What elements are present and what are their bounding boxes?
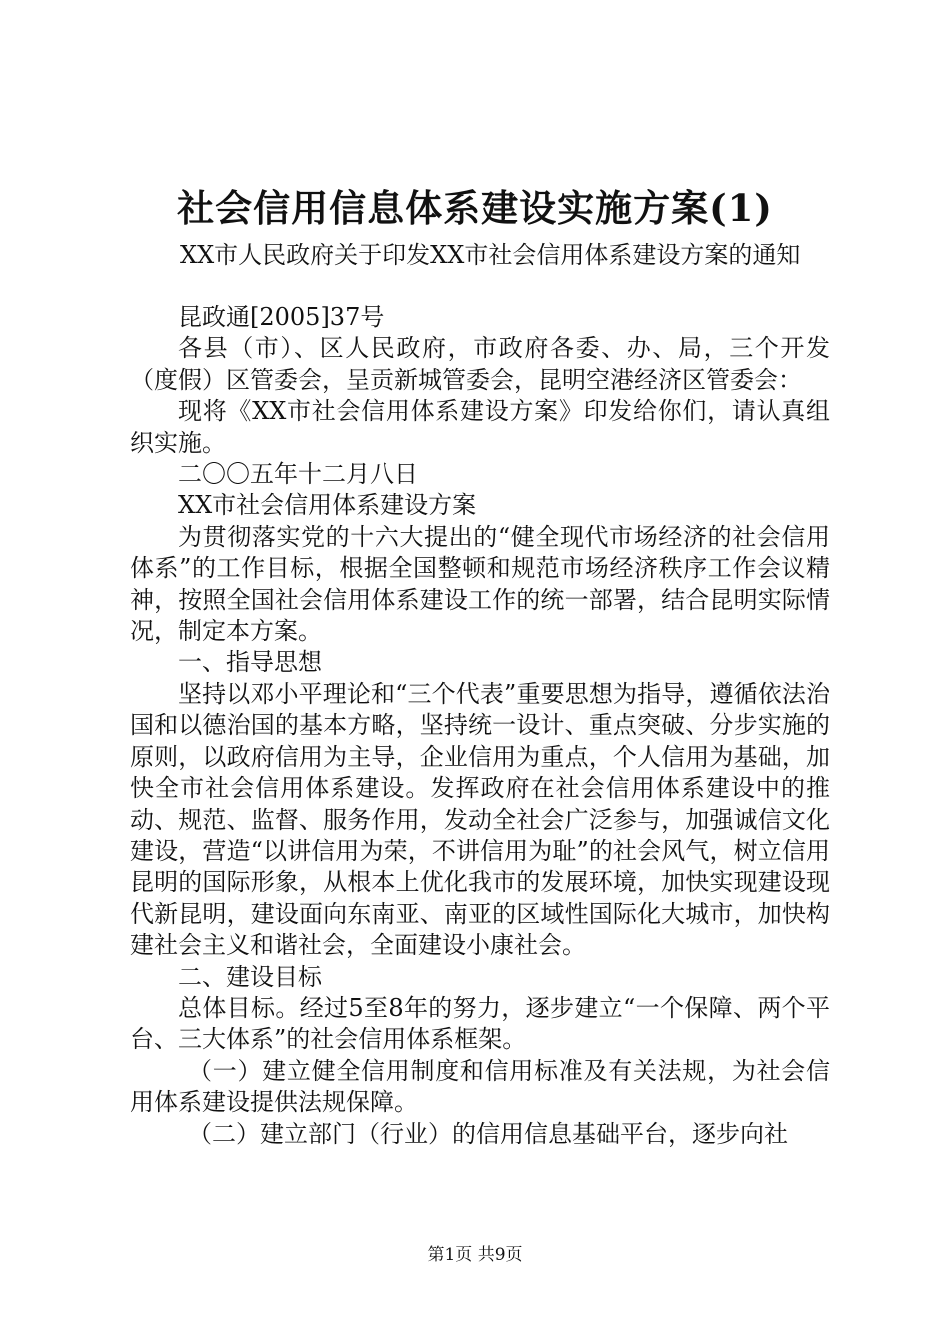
goal-item-2: （二）建立部门（行业）的信用信息基础平台，逐步向社 xyxy=(188,1119,788,1148)
goal-paragraph: 总体目标。经过5至8年的努力，逐步建立“一个保障、两个平台、三大体系”的社会信用体系框架。 xyxy=(130,993,830,1054)
section-heading-2: 二、建设目标 xyxy=(178,962,322,991)
page-footer: 第1页 共9页 xyxy=(427,1245,523,1265)
notice-paragraph: 现将《XX市社会信用体系建设方案》印发给你们，请认真组织实施。 xyxy=(130,397,830,457)
document-subtitle: XX市人民政府关于印发XX市社会信用体系建设方案的通知 xyxy=(180,241,801,269)
section-heading-1: 一、指导思想 xyxy=(178,648,322,677)
plan-title: XX市社会信用体系建设方案 xyxy=(178,491,477,520)
date-line: 二〇〇五年十二月八日 xyxy=(178,460,418,489)
document-title: 社会信用信息体系建设实施方案(1) xyxy=(177,186,773,230)
goal-item-1: （一）建立健全信用制度和信用标准及有关法规，为社会信用体系建设提供法规保障。 xyxy=(130,1056,830,1117)
addressee-paragraph: 各县（市）、区人民政府，市政府各委、办、局，三个开发（度假）区管委会，呈贡新城管委会，昆明空港经济区管委会： xyxy=(130,334,830,394)
guiding-paragraph: 坚持以邓小平理论和“三个代表”重要思想为指导，遵循依法治国和以德治国的基本方略，坚持统一设计、重点突破、分步实施的原则，以政府信用为主导，企业信用为重点，个人信用为基础，加快全市社会信用体系建设。发挥政府在社会信用体系建设中的推动、规范、监督、服务作用，发动全社会广泛参与，加强诚信文化建设，营造“以讲信用为荣，不讲信用为耻”的社会风气，树立信用昆明的国际形象，从根本上优化我市的发展环境，加快实现建设现代新昆明，建设面向东南亚、南亚的区域性国际化大城市，加快构建社会主义和谐社会，全面建设小康社会。 xyxy=(130,679,830,960)
document-body xyxy=(130,296,830,1150)
intro-paragraph: 为贯彻落实党的十六大提出的“健全现代市场经济的社会信用体系”的工作目标，根据全国整顿和规范市场经济秩序工作会议精神，按照全国社会信用体系建设工作的统一部署，结合昆明实际情况，制定本方案。 xyxy=(130,522,830,646)
document-number: 昆政通[2005]37号 xyxy=(178,303,385,331)
